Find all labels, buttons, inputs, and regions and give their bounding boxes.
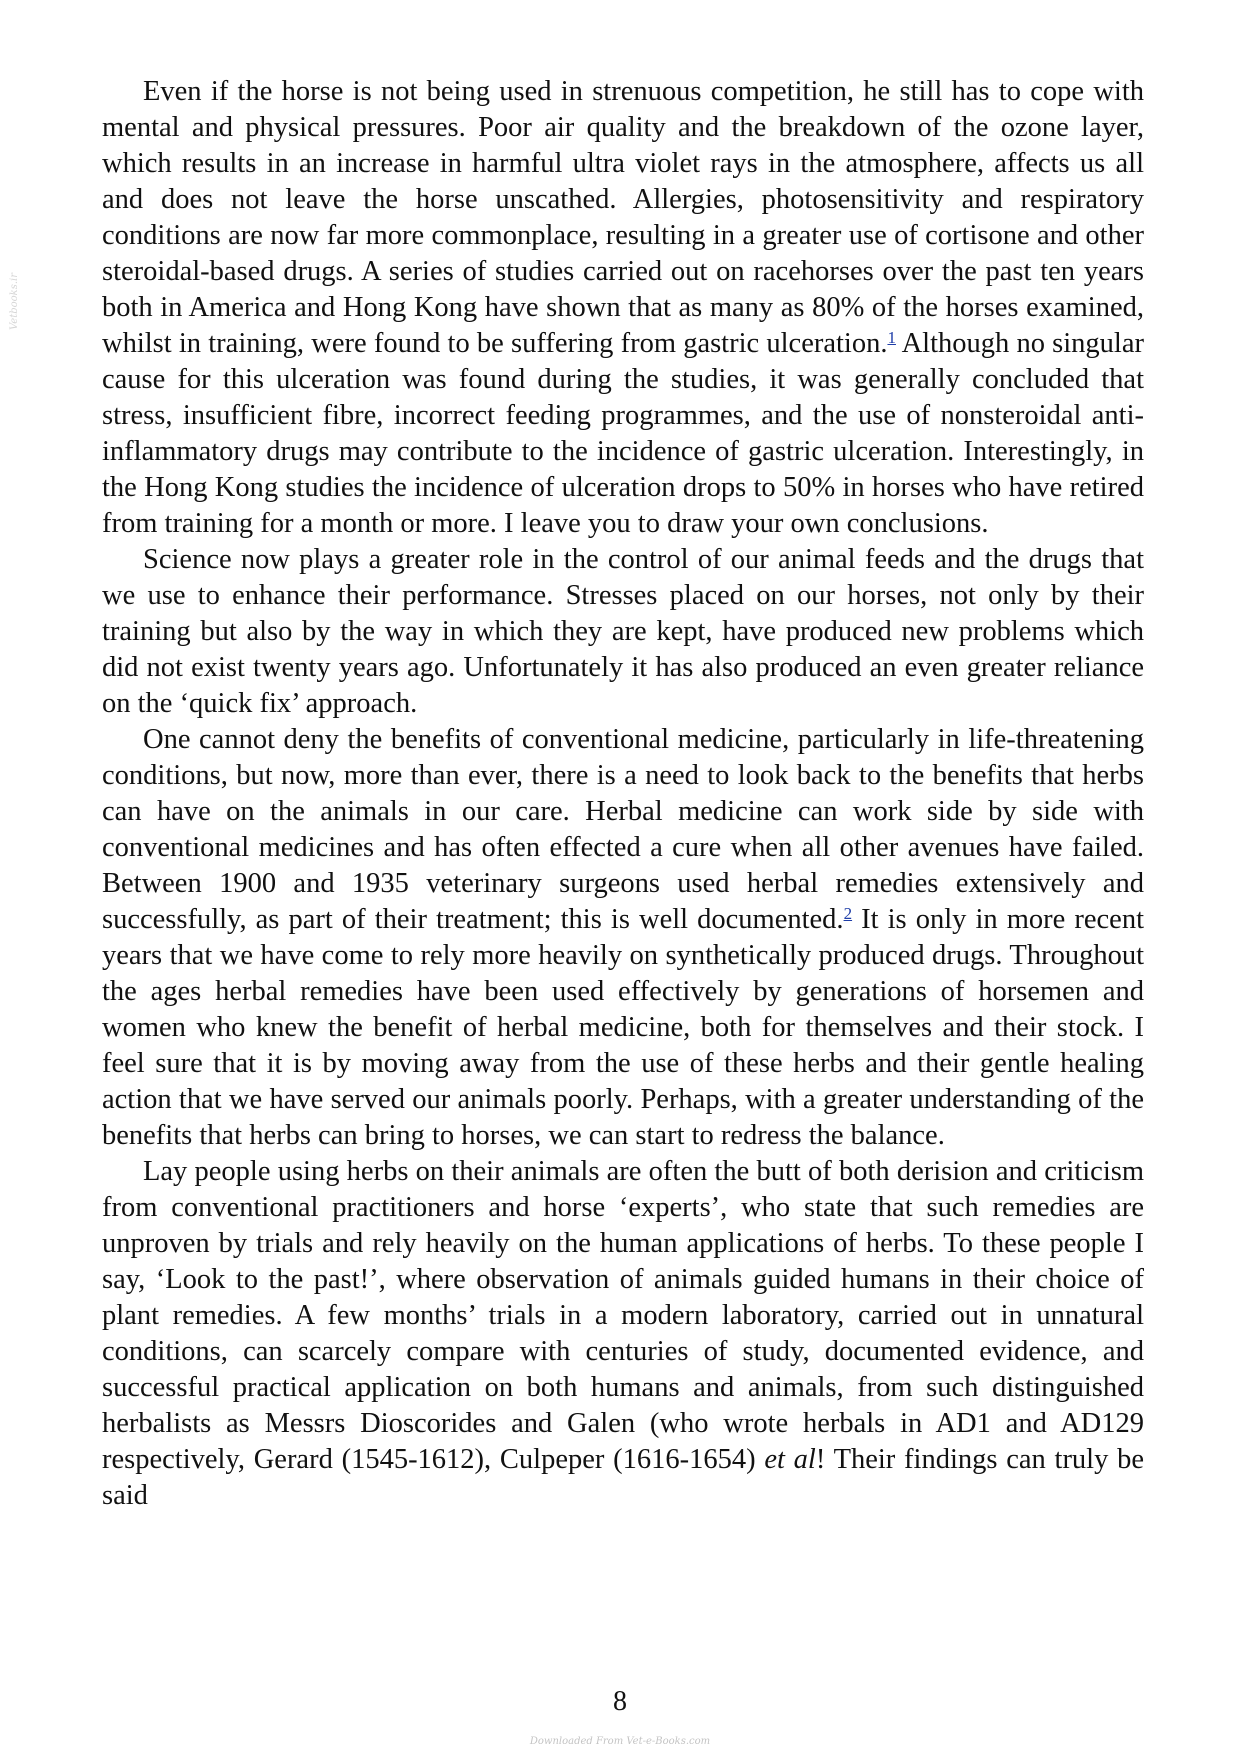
paragraph-3-text-a: One cannot deny the benefits of conventional medicine, particularly in life-threatening conditions, but now, more than ever, there is a need to look back to the benefits that herbs can have on the animals in our care. Herbal medicine can work side by side with conventional medicines and has often effected a cure when all other avenues have failed. Between 1900 and 1935 veterinary surgeons used herbal remedies extensively and successfully, as part of their treatment; this is well documented. bbox=[102, 724, 1144, 935]
page-number: 8 bbox=[613, 1686, 627, 1717]
paragraph-3-text-b: It is only in more recent years that we have come to rely more heavily on synthetically produced drugs. Throughout the ages herbal remedies have been used effectively by generations of horsemen and women who knew the benefit of herbal medicine, both for themselves and their stock. I feel sure that it is by moving away from the use of these herbs and their gentle healing action that we have served our animals poorly. Perhaps, with a greater understanding of the benefits that herbs can bring to horses, we can start to redress the balance. bbox=[102, 904, 1144, 1151]
paragraph-1-text-a: Even if the horse is not being used in strenuous competition, he still has to cope with mental and physical pressures. Poor air quality and the breakdown of the ozone layer, which results in an increase in harmful ultra violet rays in the atmosphere, affects us all and does not leave the horse unscathed. Allergies, photosensitivity and respiratory conditions are now far more commonplace, resulting in a greater use of cortisone and other steroidal-based drugs. A series of studies carried out on racehorses over the past ten years both in America and Hong Kong have shown that as many as 80% of the horses examined, whilst in training, were found to be suffering from gastric ulceration. bbox=[102, 76, 1144, 359]
footnote-ref-1[interactable]: 1 bbox=[887, 328, 896, 347]
paragraph-2-text: Science now plays a greater role in the control of our animal feeds and the drugs that we use to enhance their performance. Stresses placed on our horses, not only by their training but also by the way in which they are kept, have produced new problems which did not exist twenty years ago. Unfortunately it has also produced an even greater reliance on the ‘quick fix’ approach. bbox=[102, 544, 1144, 719]
paragraph-1 bbox=[102, 74, 1144, 542]
bottom-watermark: Downloaded From Vet-e-Books.com bbox=[529, 1736, 711, 1747]
paragraph-2 bbox=[102, 542, 1144, 722]
body-text bbox=[102, 74, 1144, 1514]
paragraph-1-text-b: Although no singular cause for this ulceration was found during the studies, it was generally concluded that stress, insufficient fibre, incorrect feeding programmes, and the use of nonsteroidal anti-inflammatory drugs may contribute to the incidence of gastric ulceration. Interestingly, in the Hong Kong studies the incidence of ulceration drops to 50% in horses who have retired from training for a month or more. I leave you to draw your own conclusions. bbox=[102, 328, 1144, 539]
paragraph-4-text-a: Lay people using herbs on their animals are often the butt of both derision and criticism from conventional practitioners and horse ‘experts’, who state that such remedies are unproven by trials and rely heavily on the human applications of herbs. To these people I say, ‘Look to the past!’, where observation of animals guided humans in their choice of plant remedies. A few months’ trials in a modern laboratory, carried out in unnatural conditions, can scarcely compare with centuries of study, documented evidence, and successful practical application on both humans and animals, from such distinguished herbalists as Messrs Dioscorides and Galen (who wrote herbals in AD1 and AD129 respectively, Gerard (1545-1612), Culpeper (1616-1654) bbox=[102, 1156, 1144, 1475]
footnote-ref-2[interactable]: 2 bbox=[843, 904, 853, 923]
paragraph-4-text-b: ! Their findings can truly be said bbox=[102, 1444, 1144, 1511]
paragraph-3 bbox=[102, 722, 1144, 1154]
paragraph-4 bbox=[102, 1154, 1144, 1514]
side-watermark: Vetbooks.ir bbox=[9, 272, 21, 331]
paragraph-4-italic-et-al: et al bbox=[764, 1444, 816, 1475]
